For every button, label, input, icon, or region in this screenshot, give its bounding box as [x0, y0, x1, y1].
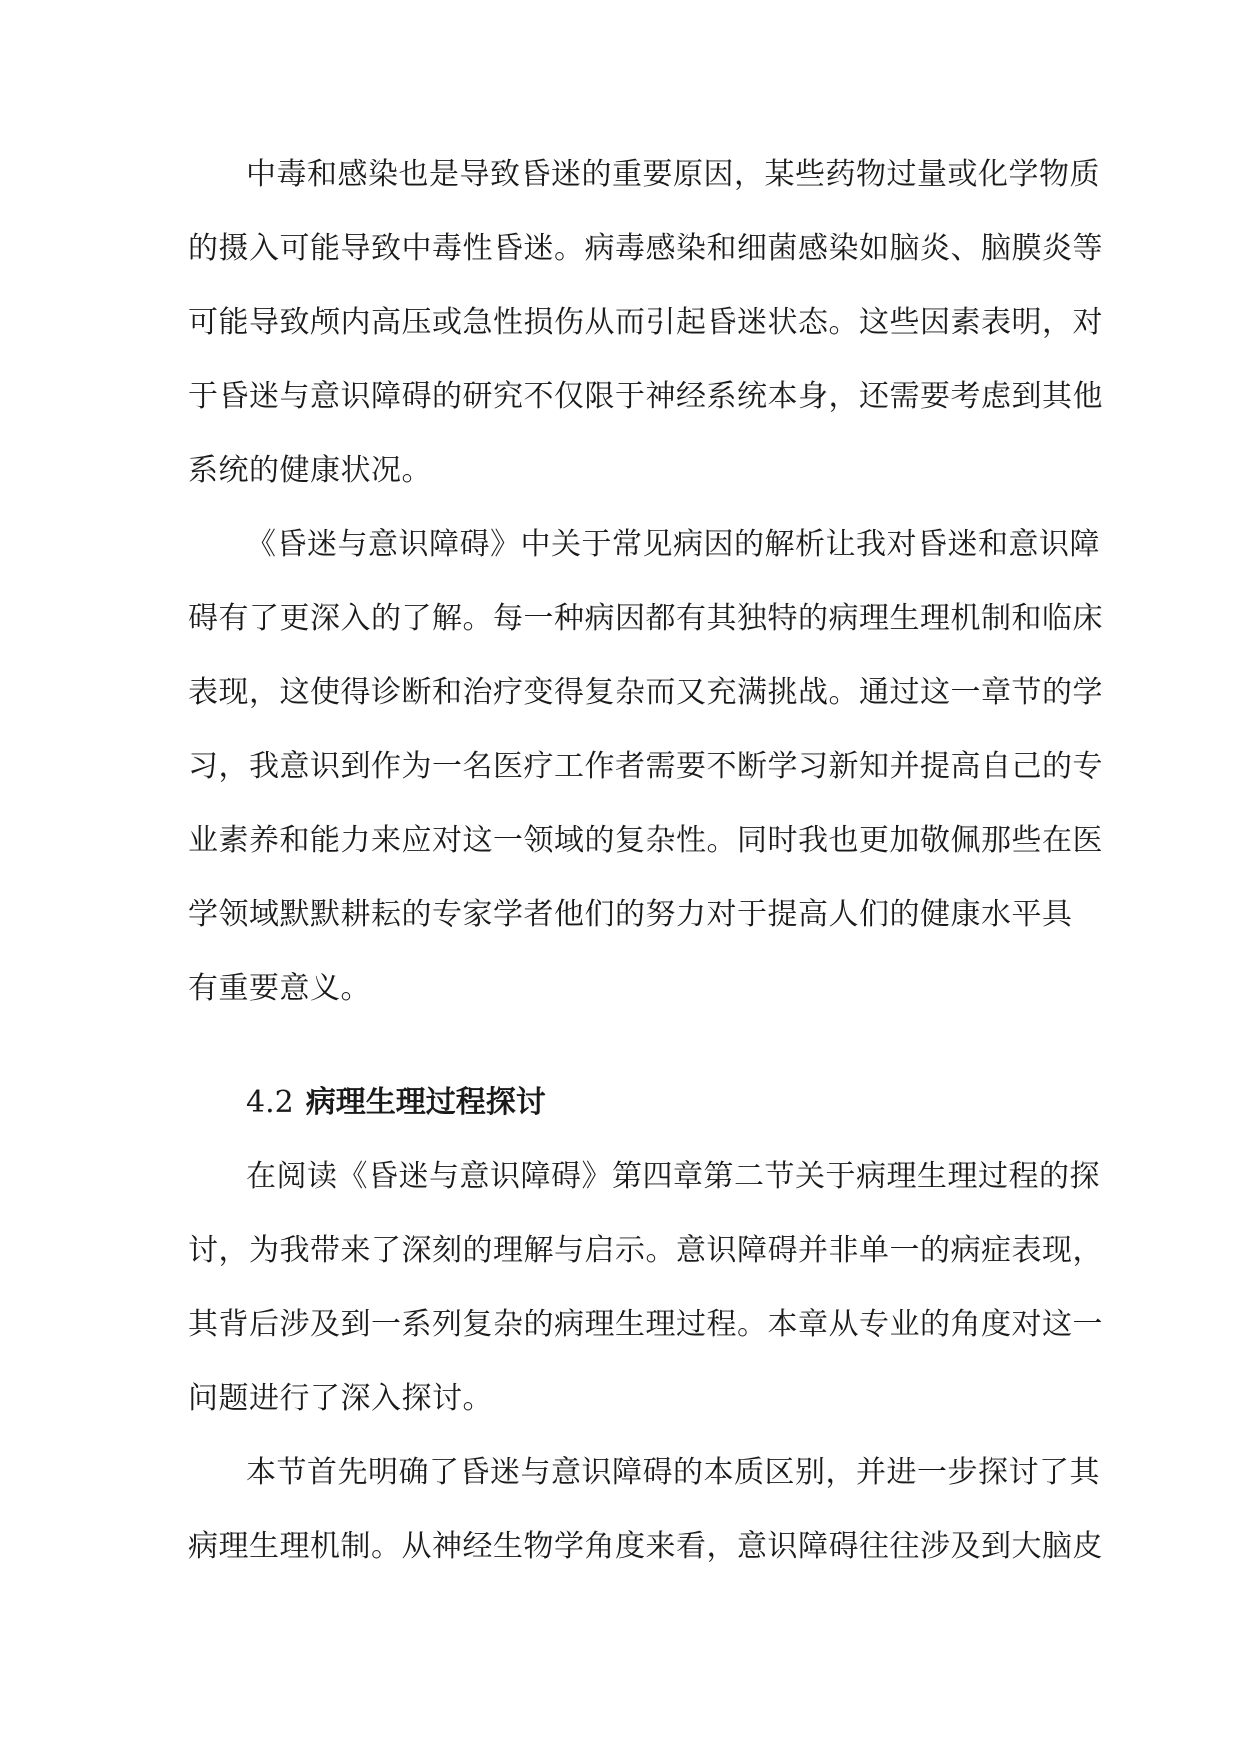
paragraph	[188, 1140, 1103, 1436]
paragraph-line: 可能导致颅内高压或急性损伤从而引起昏迷状态。这些因素表明，对	[188, 305, 1103, 340]
paragraph-line: 习，我意识到作为一名医疗工作者需要不断学习新知并提高自己的专	[188, 749, 1103, 784]
paragraph-line: 的摄入可能导致中毒性昏迷。病毒感染和细菌感染如脑炎、脑膜炎等	[188, 231, 1103, 266]
paragraph-line: 在阅读《昏迷与意识障碍》第四章第二节关于病理生理过程的探	[246, 1159, 1100, 1194]
paragraph	[188, 138, 1103, 508]
paragraph-line: 于昏迷与意识障碍的研究不仅限于神经系统本身，还需要考虑到其他	[188, 379, 1103, 414]
paragraph-line: 病理生理机制。从神经生物学角度来看，意识障碍往往涉及到大脑皮	[188, 1529, 1103, 1564]
section-heading	[188, 1066, 1056, 1140]
section-spacer	[188, 1026, 1056, 1066]
paragraph-line: 有重要意义。	[188, 971, 371, 1006]
paragraph-line: 讨，为我带来了深刻的理解与启示。意识障碍并非单一的病症表现，	[188, 1233, 1103, 1268]
paragraph-line: 表现，这使得诊断和治疗变得复杂而又充满挑战。通过这一章节的学	[188, 675, 1103, 710]
paragraph-line: 业素养和能力来应对这一领域的复杂性。同时我也更加敬佩那些在医	[188, 823, 1103, 858]
document-body	[188, 138, 1103, 1584]
paragraph-line: 碍有了更深入的了解。每一种病因都有其独特的病理生理机制和临床	[188, 601, 1103, 636]
paragraph-line: 《昏迷与意识障碍》中关于常见病因的解析让我对昏迷和意识障	[246, 527, 1100, 562]
paragraph-line: 本节首先明确了昏迷与意识障碍的本质区别，并进一步探讨了其	[246, 1455, 1100, 1490]
paragraph-line: 问题进行了深入探讨。	[188, 1381, 493, 1416]
section-number: 4.2	[246, 1085, 294, 1120]
paragraph-line: 其背后涉及到一系列复杂的病理生理过程。本章从专业的角度对这一	[188, 1307, 1103, 1342]
section-title: 病理生理过程探讨	[305, 1085, 546, 1120]
paragraph-line: 学领域默默耕耘的专家学者他们的努力对于提高人们的健康水平具	[188, 897, 1073, 932]
paragraph	[188, 1436, 1103, 1584]
paragraph	[188, 508, 1103, 1026]
paragraph-line: 系统的健康状况。	[188, 453, 432, 488]
paragraph-line: 中毒和感染也是导致昏迷的重要原因，某些药物过量或化学物质	[246, 157, 1100, 192]
